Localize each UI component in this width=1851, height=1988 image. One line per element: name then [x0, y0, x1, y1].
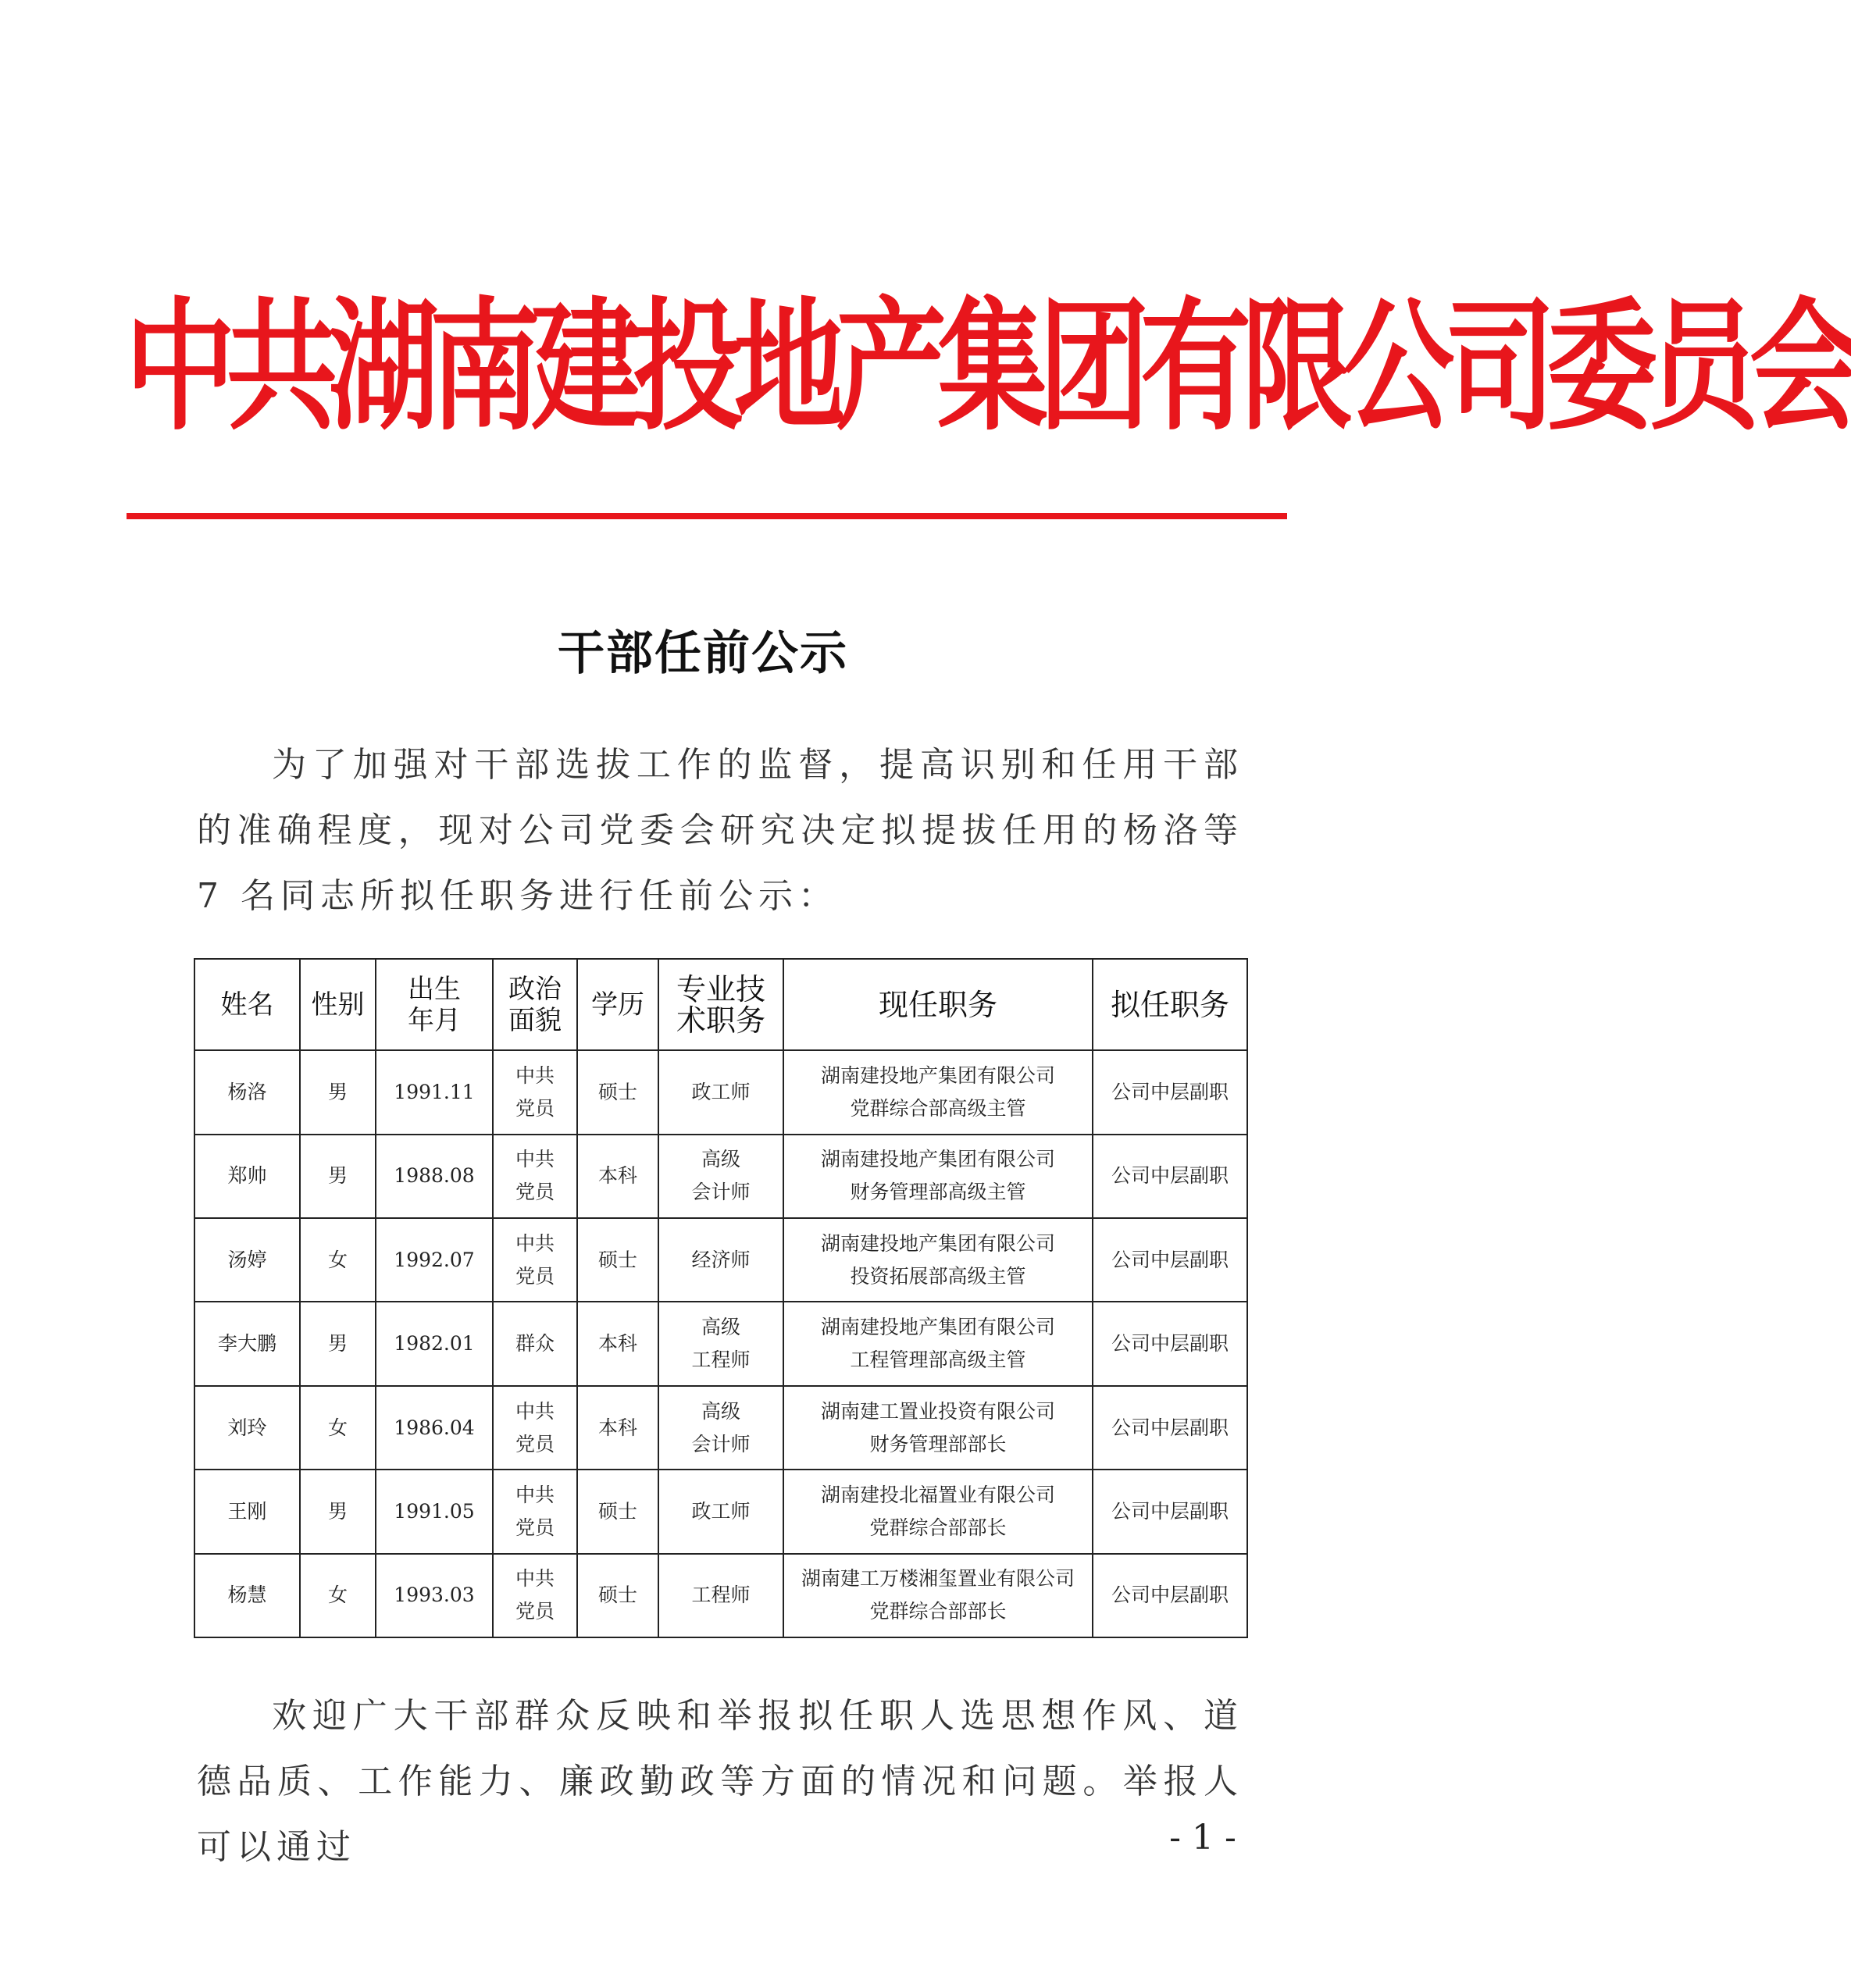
intro-paragraph: 为了加强对干部选拔工作的监督，提高识别和任用干部的准确程度，现对公司党委会研究决定拟提拔任用的杨洛等 7 名同志所拟任职务进行任前公示：	[197, 745, 1243, 916]
table-row	[194, 1135, 1247, 1218]
cell-political-status: 中共 党员	[493, 1470, 577, 1553]
cell-name: 杨慧	[194, 1554, 300, 1637]
cell-proposed-position: 公司中层副职	[1093, 1135, 1247, 1218]
cell-professional-title: 经济师	[658, 1218, 783, 1302]
cell-gender: 女	[300, 1218, 376, 1302]
cell-birth: 1992.07	[376, 1218, 493, 1302]
cell-proposed-position: 公司中层副职	[1093, 1050, 1247, 1134]
header-education: 学历	[577, 959, 658, 1050]
cell-professional-title: 政工师	[658, 1050, 783, 1134]
cell-proposed-position: 公司中层副职	[1093, 1470, 1247, 1553]
cell-professional-title: 高级 工程师	[658, 1302, 783, 1385]
cell-proposed-position: 公司中层副职	[1093, 1554, 1247, 1637]
cell-name: 王刚	[194, 1470, 300, 1553]
table-row	[194, 1050, 1247, 1134]
header-professional-title: 专业技 术职务	[658, 959, 783, 1050]
cell-gender: 男	[300, 1470, 376, 1553]
cell-political-status: 中共 党员	[493, 1554, 577, 1637]
table-row	[194, 1470, 1247, 1553]
cell-gender: 女	[300, 1554, 376, 1637]
cell-birth: 1991.11	[376, 1050, 493, 1134]
cell-name: 李大鹏	[194, 1302, 300, 1385]
cell-name: 刘玲	[194, 1386, 300, 1470]
header-name: 姓名	[194, 959, 300, 1050]
cell-gender: 男	[300, 1302, 376, 1385]
cell-education: 硕士	[577, 1470, 658, 1553]
cell-name: 郑帅	[194, 1135, 300, 1218]
cell-current-position: 湖南建投北福置业有限公司 党群综合部部长	[783, 1470, 1093, 1553]
cell-current-position: 湖南建工万楼湘玺置业有限公司 党群综合部部长	[783, 1554, 1093, 1637]
cell-political-status: 中共 党员	[493, 1135, 577, 1218]
header-current-position: 现任职务	[783, 959, 1093, 1050]
closing-paragraph: 欢迎广大干部群众反映和举报拟任职人选思想作风、道德品质、工作能力、廉政勤政等方面的情况和问题。举报人可以通过	[197, 1696, 1243, 1867]
cell-political-status: 中共 党员	[493, 1050, 577, 1134]
cell-proposed-position: 公司中层副职	[1093, 1218, 1247, 1302]
cell-birth: 1982.01	[376, 1302, 493, 1385]
cell-professional-title: 工程师	[658, 1554, 783, 1637]
cell-education: 硕士	[577, 1050, 658, 1134]
cell-current-position: 湖南建投地产集团有限公司 财务管理部高级主管	[783, 1135, 1093, 1218]
cell-education: 本科	[577, 1135, 658, 1218]
cell-name: 汤婷	[194, 1218, 300, 1302]
cell-current-position: 湖南建投地产集团有限公司 工程管理部高级主管	[783, 1302, 1093, 1385]
cell-birth: 1986.04	[376, 1386, 493, 1470]
table-row	[194, 1302, 1247, 1385]
cadre-table	[194, 958, 1248, 1638]
header-gender: 性别	[300, 959, 376, 1050]
cell-birth: 1988.08	[376, 1135, 493, 1218]
header-red-rule	[127, 513, 1287, 519]
cell-professional-title: 高级 会计师	[658, 1135, 783, 1218]
cell-professional-title: 政工师	[658, 1470, 783, 1553]
cell-gender: 女	[300, 1386, 376, 1470]
cell-proposed-position: 公司中层副职	[1093, 1302, 1247, 1385]
cell-current-position: 湖南建投地产集团有限公司 党群综合部高级主管	[783, 1050, 1093, 1134]
cell-gender: 男	[300, 1135, 376, 1218]
cell-political-status: 中共 党员	[493, 1386, 577, 1470]
header-political-status: 政治 面貌	[493, 959, 577, 1050]
table-row	[194, 1218, 1247, 1302]
cell-current-position: 湖南建工置业投资有限公司 财务管理部部长	[783, 1386, 1093, 1470]
cell-political-status: 群众	[493, 1302, 577, 1385]
cell-professional-title: 高级 会计师	[658, 1386, 783, 1470]
cell-name: 杨洛	[194, 1050, 300, 1134]
organization-header: 中共湖南建投地产集团有限公司委员会	[125, 283, 1851, 451]
cell-birth: 1993.03	[376, 1554, 493, 1637]
table-row	[194, 1386, 1247, 1470]
cell-birth: 1991.05	[376, 1470, 493, 1553]
cell-political-status: 中共 党员	[493, 1218, 577, 1302]
page-number: - 1 -	[1169, 1818, 1236, 1858]
cell-gender: 男	[300, 1050, 376, 1134]
cell-current-position: 湖南建投地产集团有限公司 投资拓展部高级主管	[783, 1218, 1093, 1302]
cell-education: 硕士	[577, 1218, 658, 1302]
cell-education: 硕士	[577, 1554, 658, 1637]
cell-education: 本科	[577, 1386, 658, 1470]
header-proposed-position: 拟任职务	[1093, 959, 1247, 1050]
cell-proposed-position: 公司中层副职	[1093, 1386, 1247, 1470]
table-header-row	[194, 959, 1247, 1050]
table-row	[194, 1554, 1247, 1637]
document-title: 干部任前公示	[558, 626, 848, 681]
cell-education: 本科	[577, 1302, 658, 1385]
header-birth: 出生 年月	[376, 959, 493, 1050]
